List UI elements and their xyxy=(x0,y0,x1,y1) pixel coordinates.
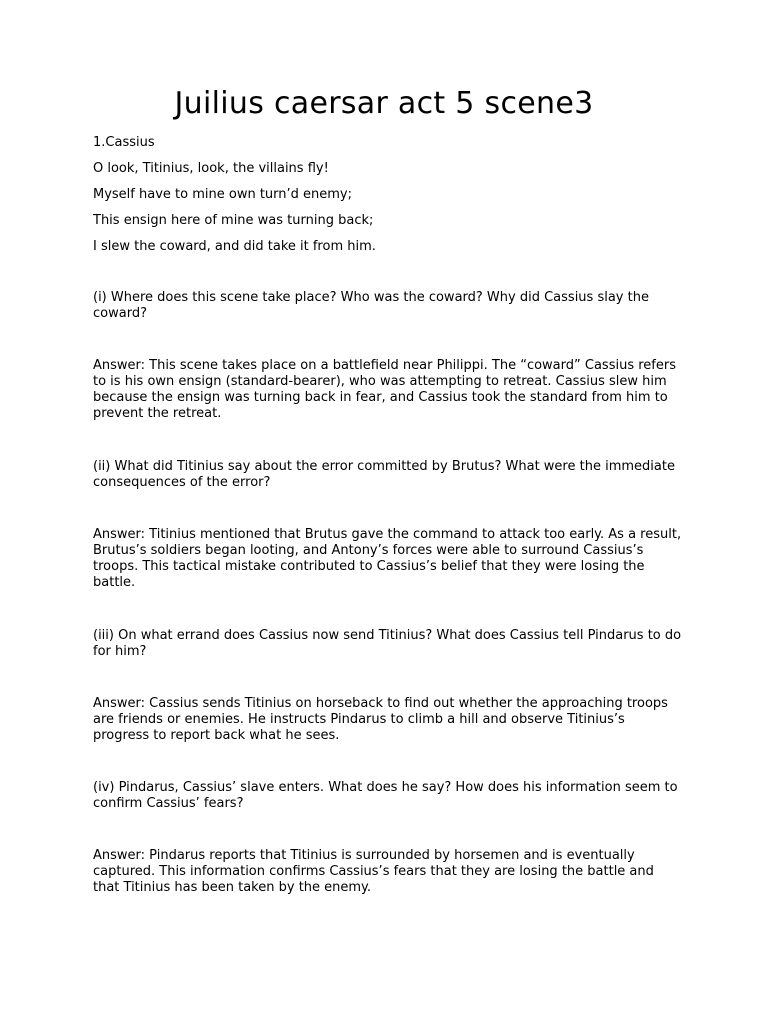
question-3: (iii) On what errand does Cassius now send Titinius? What does Cassius tell Pindarus to do for him? xyxy=(93,628,682,659)
passage-line: This ensign here of mine was turning back; xyxy=(93,213,374,228)
answer-4: Answer: Pindarus reports that Titinius is surrounded by horsemen and is eventually captured. This information confirms Cassius’s fears that they are losing the battle and that Titinius has been taken by the enemy. xyxy=(93,848,654,895)
passage-line: I slew the coward, and did take it from him. xyxy=(93,239,376,254)
document-title: Juilius caersar act 5 scene3 xyxy=(174,86,594,121)
passage-line: O look, Titinius, look, the villains fly! xyxy=(93,161,329,176)
passage-speaker: 1.Cassius xyxy=(93,135,155,150)
question-1: (i) Where does this scene take place? Who was the coward? Why did Cassius slay the coward? xyxy=(93,290,649,321)
answer-3: Answer: Cassius sends Titinius on horseback to find out whether the approaching troops are friends or enemies. He instructs Pindarus to climb a hill and observe Titinius’s progress to report back what he sees. xyxy=(93,696,668,743)
passage-line: Myself have to mine own turn’d enemy; xyxy=(93,187,352,202)
question-2: (ii) What did Titinius say about the error committed by Brutus? What were the immediate consequences of the error? xyxy=(93,459,675,490)
answer-2: Answer: Titinius mentioned that Brutus gave the command to attack too early. As a result, Brutus’s soldiers began looting, and Antony’s forces were able to surround Cassius’s troops. This tactical mistake contributed to Cassius’s belief that they were losing the battle. xyxy=(93,527,682,590)
answer-1: Answer: This scene takes place on a battlefield near Philippi. The “coward” Cassius refers to is his own ensign (standard-bearer), who was attempting to retreat. Cassius slew him because the ensign was turning back in fear, and Cassius took the standard from him to prevent the retreat. xyxy=(93,358,676,421)
question-4: (iv) Pindarus, Cassius’ slave enters. What does he say? How does his information seem to confirm Cassius’ fears? xyxy=(93,780,678,811)
